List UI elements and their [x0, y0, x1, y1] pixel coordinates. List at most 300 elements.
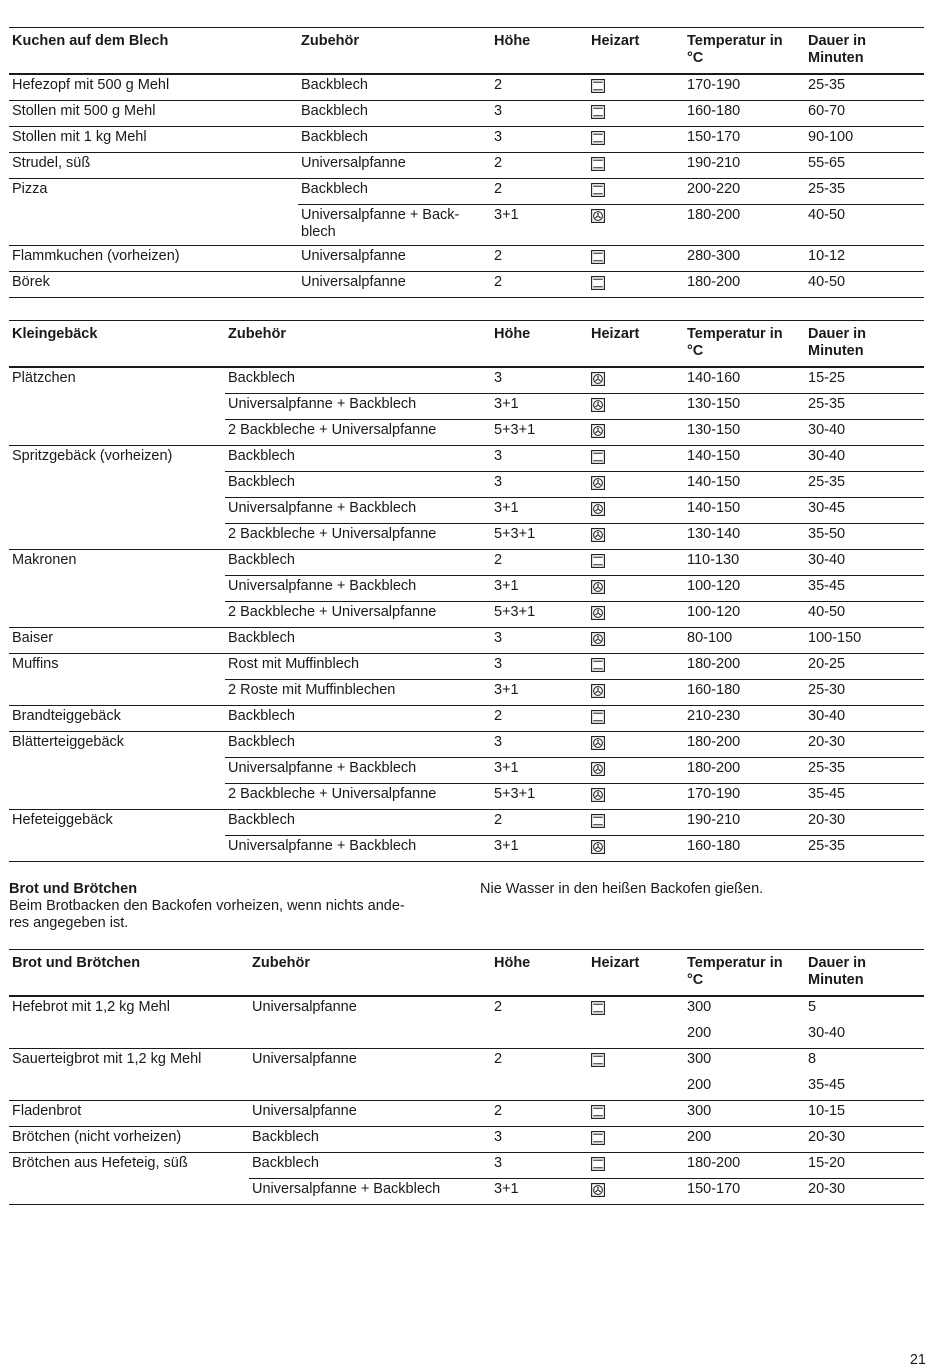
temperature-cell: 100-120: [687, 604, 741, 620]
heating-mode-cell: [588, 627, 684, 653]
accessory-cell: 2 Roste mit Muffinblechen: [228, 682, 396, 698]
level-cell: 3: [494, 103, 503, 119]
accessory-cell: Universalpfanne: [252, 999, 357, 1015]
temperature-cell: 180-200: [687, 274, 741, 290]
column-header: Heizart: [591, 955, 640, 971]
duration-cell: 25-35: [808, 838, 846, 854]
table-row: [9, 731, 924, 757]
accessory-cell: Universalpfanne + Backblech: [228, 760, 417, 776]
duration-cell: 20-30: [808, 1129, 846, 1145]
heating-mode-cell: [588, 549, 684, 575]
temperature-cell: 190-210: [687, 812, 741, 828]
column-header: Kleingebäck: [12, 326, 98, 342]
column-header: Höhe: [494, 33, 531, 49]
level-cell: 3: [494, 370, 503, 386]
level-cell: 3: [494, 129, 503, 145]
accessory-cell: Universalpfanne + Backblech: [228, 578, 417, 594]
temperature-cell: 300: [687, 1051, 712, 1067]
heating-mode-cell: [588, 575, 684, 601]
heating-mode-cell: [588, 731, 684, 757]
accessory-cell: Backblech: [301, 181, 368, 197]
heating-mode-cell: [588, 679, 684, 705]
level-cell: 2: [494, 1103, 503, 1119]
temperature-cell: 160-180: [687, 103, 741, 119]
dish-cell: Flammkuchen (vorheizen): [12, 248, 180, 264]
level-cell: 2: [494, 248, 503, 264]
accessory-cell: Backblech: [252, 1155, 319, 1171]
duration-cell: 8: [808, 1051, 817, 1067]
oven-top-bottom-heat-icon: [591, 79, 605, 93]
duration-cell: 35-50: [808, 526, 846, 542]
heating-mode-cell: [588, 271, 684, 298]
level-cell: 3+1: [494, 760, 519, 776]
temperature-cell: 170-190: [687, 77, 741, 93]
table-row: [9, 471, 924, 497]
oven-top-bottom-heat-icon: [591, 658, 605, 672]
oven-3d-hot-air-icon: [591, 606, 605, 620]
oven-top-bottom-heat-icon: [591, 1131, 605, 1145]
duration-cell: 30-40: [808, 422, 846, 438]
dish-cell: [9, 204, 298, 245]
oven-top-bottom-heat-icon: [591, 554, 605, 568]
table-row: [9, 575, 924, 601]
duration-cell: 30-40: [808, 708, 846, 724]
duration-cell: 25-35: [808, 181, 846, 197]
duration-cell: 20-25: [808, 656, 846, 672]
table-row: [9, 152, 924, 178]
duration-cell: 60-70: [808, 103, 846, 119]
header-row: [9, 950, 924, 996]
dish-cell: [9, 1074, 249, 1100]
heating-mode-cell: [588, 835, 684, 862]
column-header: Dauer in Minuten: [808, 955, 867, 988]
heating-mode-cell: [588, 757, 684, 783]
temperature-cell: 100-120: [687, 578, 741, 594]
dish-cell: Börek: [12, 274, 50, 290]
heating-mode-cell: [588, 471, 684, 497]
heating-mode-cell: [588, 497, 684, 523]
table-row: [9, 1100, 924, 1126]
level-cell: 3+1: [494, 838, 519, 854]
oven-3d-hot-air-icon: [591, 528, 605, 542]
level-cell: 2: [494, 1051, 503, 1067]
heating-mode-cell: [588, 445, 684, 471]
heating-mode-cell: [588, 1178, 684, 1205]
oven-3d-hot-air-icon: [591, 840, 605, 854]
accessory-cell: Backblech: [228, 812, 295, 828]
page-number: 21: [909, 1352, 926, 1368]
level-cell: 5+3+1: [494, 786, 536, 802]
dish-cell: [9, 783, 225, 809]
dish-cell: Hefezopf mit 500 g Mehl: [12, 77, 170, 93]
bread-water-note: [480, 881, 920, 898]
accessory-cell: Universalpfanne + Backblech: [252, 1181, 441, 1197]
heating-mode-cell: [588, 653, 684, 679]
dish-cell: Brötchen (nicht vorheizen): [12, 1129, 182, 1145]
level-cell: 2: [494, 552, 503, 568]
level-cell: 3+1: [494, 1181, 519, 1197]
dish-cell: [9, 601, 225, 627]
accessory-cell: Universalpfanne + Backblech: [228, 500, 417, 516]
duration-cell: 35-45: [808, 1077, 846, 1093]
table-row: [9, 497, 924, 523]
temperature-cell: 140-150: [687, 474, 741, 490]
heating-mode-cell: [588, 1074, 684, 1100]
temperature-cell: 180-200: [687, 656, 741, 672]
accessory-cell: 2 Backbleche + Universalpfanne: [228, 786, 437, 802]
column-header: Höhe: [494, 955, 531, 971]
temperature-cell: 200: [687, 1025, 712, 1041]
level-cell: [491, 1022, 588, 1048]
oven-3d-hot-air-icon: [591, 736, 605, 750]
level-cell: 3+1: [494, 682, 519, 698]
table-row: [9, 601, 924, 627]
oven-top-bottom-heat-icon: [591, 250, 605, 264]
table-row: [9, 1048, 924, 1074]
accessory-cell: Backblech: [228, 552, 295, 568]
heating-mode-cell: [588, 152, 684, 178]
heating-mode-cell: [588, 601, 684, 627]
accessory-cell: Universalpfanne: [252, 1051, 357, 1067]
level-cell: 5+3+1: [494, 422, 536, 438]
oven-top-bottom-heat-icon: [591, 1001, 605, 1015]
table-row: [9, 1152, 924, 1178]
table-row: [9, 1074, 924, 1100]
bread-intro-text-line1: Beim Brotbacken den Backofen vorheizen, wenn nichts ande-: [9, 898, 405, 914]
table-row: [9, 245, 924, 271]
level-cell: 5+3+1: [494, 604, 536, 620]
duration-cell: 25-35: [808, 77, 846, 93]
level-cell: 3: [494, 1155, 503, 1171]
oven-3d-hot-air-icon: [591, 372, 605, 386]
oven-3d-hot-air-icon: [591, 502, 605, 516]
level-cell: 2: [494, 708, 503, 724]
table-row: [9, 100, 924, 126]
temperature-cell: 180-200: [687, 207, 741, 223]
temperature-cell: 170-190: [687, 786, 741, 802]
table-row: [9, 271, 924, 298]
duration-cell: 40-50: [808, 207, 846, 223]
column-header: Zubehör: [228, 326, 286, 342]
duration-cell: 30-45: [808, 500, 846, 516]
level-cell: 2: [494, 274, 503, 290]
level-cell: 5+3+1: [494, 526, 536, 542]
oven-3d-hot-air-icon: [591, 632, 605, 646]
table-row: [9, 809, 924, 835]
accessory-cell: Universalpfanne: [301, 155, 406, 171]
table-row: [9, 996, 924, 1023]
accessory-cell: Backblech: [301, 103, 368, 119]
accessory-cell: Backblech: [228, 708, 295, 724]
temperature-cell: 150-170: [687, 129, 741, 145]
dish-cell: Baiser: [12, 630, 54, 646]
level-cell: 3+1: [494, 500, 519, 516]
dish-cell: [9, 1178, 249, 1205]
oven-top-bottom-heat-icon: [591, 183, 605, 197]
duration-cell: 20-30: [808, 1181, 846, 1197]
table-row: [9, 178, 924, 204]
heating-mode-cell: [588, 367, 684, 394]
heating-mode-cell: [588, 245, 684, 271]
temperature-cell: 160-180: [687, 682, 741, 698]
dish-cell: Sauerteigbrot mit 1,2 kg Mehl: [12, 1051, 202, 1067]
temperature-cell: 80-100: [687, 630, 733, 646]
duration-cell: 30-40: [808, 552, 846, 568]
heating-mode-cell: [588, 705, 684, 731]
level-cell: 2: [494, 812, 503, 828]
accessory-cell: Universalpfanne: [301, 248, 406, 264]
duration-cell: 35-45: [808, 578, 846, 594]
column-header: Brot und Brötchen: [12, 955, 141, 971]
temperature-cell: 200: [687, 1077, 712, 1093]
oven-3d-hot-air-icon: [591, 684, 605, 698]
dish-cell: Hefebrot mit 1,2 kg Mehl: [12, 999, 170, 1015]
heating-mode-cell: [588, 204, 684, 245]
heating-mode-cell: [588, 126, 684, 152]
dish-cell: Brandteiggebäck: [12, 708, 121, 724]
table-row: [9, 653, 924, 679]
heating-mode-cell: [588, 996, 684, 1023]
heating-mode-cell: [588, 783, 684, 809]
temperature-cell: 130-150: [687, 396, 741, 412]
accessory-cell: Backblech: [301, 129, 368, 145]
temperature-cell: 140-160: [687, 370, 741, 386]
oven-3d-hot-air-icon: [591, 1183, 605, 1197]
dish-cell: Spritzgebäck (vorheizen): [12, 448, 173, 464]
heating-mode-cell: [588, 1048, 684, 1074]
oven-top-bottom-heat-icon: [591, 157, 605, 171]
oven-3d-hot-air-icon: [591, 762, 605, 776]
bread-intro: [9, 881, 459, 932]
dish-cell: [9, 419, 225, 445]
column-header: Heizart: [591, 326, 640, 342]
temperature-cell: 130-140: [687, 526, 741, 542]
accessory-cell: 2 Backbleche + Universalpfanne: [228, 526, 437, 542]
dish-cell: [9, 757, 225, 783]
table-row: [9, 367, 924, 394]
dish-cell: [9, 835, 225, 862]
heating-mode-cell: [588, 100, 684, 126]
header-row: [9, 28, 924, 74]
oven-top-bottom-heat-icon: [591, 1157, 605, 1171]
accessory-cell: Universalpfanne: [301, 274, 406, 290]
dish-cell: [9, 523, 225, 549]
table-row: [9, 523, 924, 549]
oven-top-bottom-heat-icon: [591, 710, 605, 724]
duration-cell: 90-100: [808, 129, 854, 145]
oven-3d-hot-air-icon: [591, 424, 605, 438]
table-kuchen-auf-dem-blech: [9, 27, 924, 298]
oven-3d-hot-air-icon: [591, 580, 605, 594]
accessory-cell: 2 Backbleche + Universalpfanne: [228, 422, 437, 438]
level-cell: 3+1: [494, 578, 519, 594]
accessory-cell: [249, 1074, 491, 1100]
accessory-cell: Universalpfanne + Backblech: [228, 396, 417, 412]
duration-cell: 55-65: [808, 155, 846, 171]
table-row: [9, 419, 924, 445]
column-header: Dauer in Minuten: [808, 33, 867, 66]
level-cell: 2: [494, 155, 503, 171]
level-cell: 3: [494, 474, 503, 490]
level-cell: 3+1: [494, 396, 519, 412]
dish-cell: [9, 575, 225, 601]
column-header: Kuchen auf dem Blech: [12, 33, 169, 49]
temperature-cell: 190-210: [687, 155, 741, 171]
bread-water-note-text: Nie Wasser in den heißen Backofen gießen.: [480, 881, 764, 897]
oven-top-bottom-heat-icon: [591, 450, 605, 464]
heating-mode-cell: [588, 1100, 684, 1126]
heating-mode-cell: [588, 419, 684, 445]
duration-cell: 5: [808, 999, 817, 1015]
dish-cell: Brötchen aus Hefeteig, süß: [12, 1155, 188, 1171]
accessory-cell: Backblech: [301, 77, 368, 93]
level-cell: [491, 1074, 588, 1100]
dish-cell: Stollen mit 1 kg Mehl: [12, 129, 147, 145]
dish-cell: [9, 679, 225, 705]
duration-cell: 10-12: [808, 248, 846, 264]
column-header: Temperatur in °C: [687, 326, 783, 359]
dish-cell: Fladenbrot: [12, 1103, 82, 1119]
dish-cell: [9, 393, 225, 419]
bread-intro-text-line2: res angegeben ist.: [9, 915, 129, 931]
temperature-cell: 150-170: [687, 1181, 741, 1197]
table-row: [9, 1022, 924, 1048]
duration-cell: 40-50: [808, 604, 846, 620]
temperature-cell: 200-220: [687, 181, 741, 197]
table-row: [9, 204, 924, 245]
heating-mode-cell: [588, 1126, 684, 1152]
duration-cell: 25-35: [808, 396, 846, 412]
dish-cell: [9, 471, 225, 497]
dish-cell: Makronen: [12, 552, 77, 568]
temperature-cell: 180-200: [687, 760, 741, 776]
table-brot-und-broetchen: [9, 949, 924, 1205]
temperature-cell: 140-150: [687, 500, 741, 516]
table-row: [9, 126, 924, 152]
column-header: Temperatur in °C: [687, 33, 783, 66]
duration-cell: 40-50: [808, 274, 846, 290]
temperature-cell: 280-300: [687, 248, 741, 264]
duration-cell: 15-20: [808, 1155, 846, 1171]
oven-top-bottom-heat-icon: [591, 105, 605, 119]
heating-mode-cell: [588, 74, 684, 101]
duration-cell: 10-15: [808, 1103, 846, 1119]
level-cell: 3: [494, 656, 503, 672]
oven-top-bottom-heat-icon: [591, 276, 605, 290]
temperature-cell: 130-150: [687, 422, 741, 438]
table-row: [9, 835, 924, 862]
accessory-cell: Backblech: [228, 370, 295, 386]
temperature-cell: 300: [687, 999, 712, 1015]
level-cell: 3: [494, 734, 503, 750]
duration-cell: 20-30: [808, 734, 846, 750]
column-header: Temperatur in °C: [687, 955, 783, 988]
accessory-cell: Backblech: [252, 1129, 319, 1145]
table-row: [9, 549, 924, 575]
temperature-cell: 160-180: [687, 838, 741, 854]
duration-cell: 100-150: [808, 630, 862, 646]
column-header: Zubehör: [301, 33, 359, 49]
table-row: [9, 627, 924, 653]
temperature-cell: 140-150: [687, 448, 741, 464]
column-header: Dauer in Minuten: [808, 326, 867, 359]
level-cell: 2: [494, 181, 503, 197]
dish-cell: Plätzchen: [12, 370, 76, 386]
header-row: [9, 321, 924, 367]
table-row: [9, 445, 924, 471]
temperature-cell: 300: [687, 1103, 712, 1119]
oven-3d-hot-air-icon: [591, 788, 605, 802]
temperature-cell: 200: [687, 1129, 712, 1145]
oven-top-bottom-heat-icon: [591, 1105, 605, 1119]
column-header: Zubehör: [252, 955, 310, 971]
accessory-cell: Backblech: [228, 630, 295, 646]
dish-cell: Blätterteiggebäck: [12, 734, 125, 750]
oven-3d-hot-air-icon: [591, 209, 605, 223]
temperature-cell: 180-200: [687, 734, 741, 750]
oven-top-bottom-heat-icon: [591, 814, 605, 828]
dish-cell: [9, 1022, 249, 1048]
duration-cell: 30-40: [808, 1025, 846, 1041]
accessory-cell: Backblech: [228, 448, 295, 464]
accessory-cell: Rost mit Muffinblech: [228, 656, 360, 672]
level-cell: 2: [494, 999, 503, 1015]
duration-cell: 25-35: [808, 760, 846, 776]
level-cell: 3+1: [494, 207, 519, 223]
heating-mode-cell: [588, 393, 684, 419]
accessory-cell: 2 Backbleche + Universalpfanne: [228, 604, 437, 620]
duration-cell: 35-45: [808, 786, 846, 802]
accessory-cell: Universalpfanne + Backblech: [228, 838, 417, 854]
level-cell: 3: [494, 630, 503, 646]
table-row: [9, 1126, 924, 1152]
duration-cell: 25-30: [808, 682, 846, 698]
table-row: [9, 783, 924, 809]
dish-cell: Strudel, süß: [12, 155, 91, 171]
table-row: [9, 705, 924, 731]
oven-3d-hot-air-icon: [591, 476, 605, 490]
accessory-cell: [249, 1022, 491, 1048]
oven-top-bottom-heat-icon: [591, 1053, 605, 1067]
table-kleingebaeck: [9, 320, 924, 862]
table-row: [9, 74, 924, 101]
heating-mode-cell: [588, 1152, 684, 1178]
table-row: [9, 757, 924, 783]
duration-cell: 15-25: [808, 370, 846, 386]
heating-mode-cell: [588, 523, 684, 549]
heating-mode-cell: [588, 178, 684, 204]
bread-intro-heading: Brot und Brötchen: [9, 881, 138, 897]
level-cell: 2: [494, 77, 503, 93]
table-row: [9, 1178, 924, 1205]
table-row: [9, 679, 924, 705]
accessory-cell: Backblech: [228, 734, 295, 750]
oven-3d-hot-air-icon: [591, 398, 605, 412]
level-cell: 3: [494, 448, 503, 464]
dish-cell: Pizza: [12, 181, 48, 197]
level-cell: 3: [494, 1129, 503, 1145]
accessory-cell: Universalpfanne + Back-blech: [301, 207, 460, 240]
temperature-cell: 180-200: [687, 1155, 741, 1171]
column-header: Höhe: [494, 326, 531, 342]
duration-cell: 20-30: [808, 812, 846, 828]
duration-cell: 25-35: [808, 474, 846, 490]
dish-cell: Hefeteiggebäck: [12, 812, 113, 828]
dish-cell: Muffins: [12, 656, 59, 672]
heating-mode-cell: [588, 809, 684, 835]
temperature-cell: 210-230: [687, 708, 741, 724]
dish-cell: Stollen mit 500 g Mehl: [12, 103, 156, 119]
